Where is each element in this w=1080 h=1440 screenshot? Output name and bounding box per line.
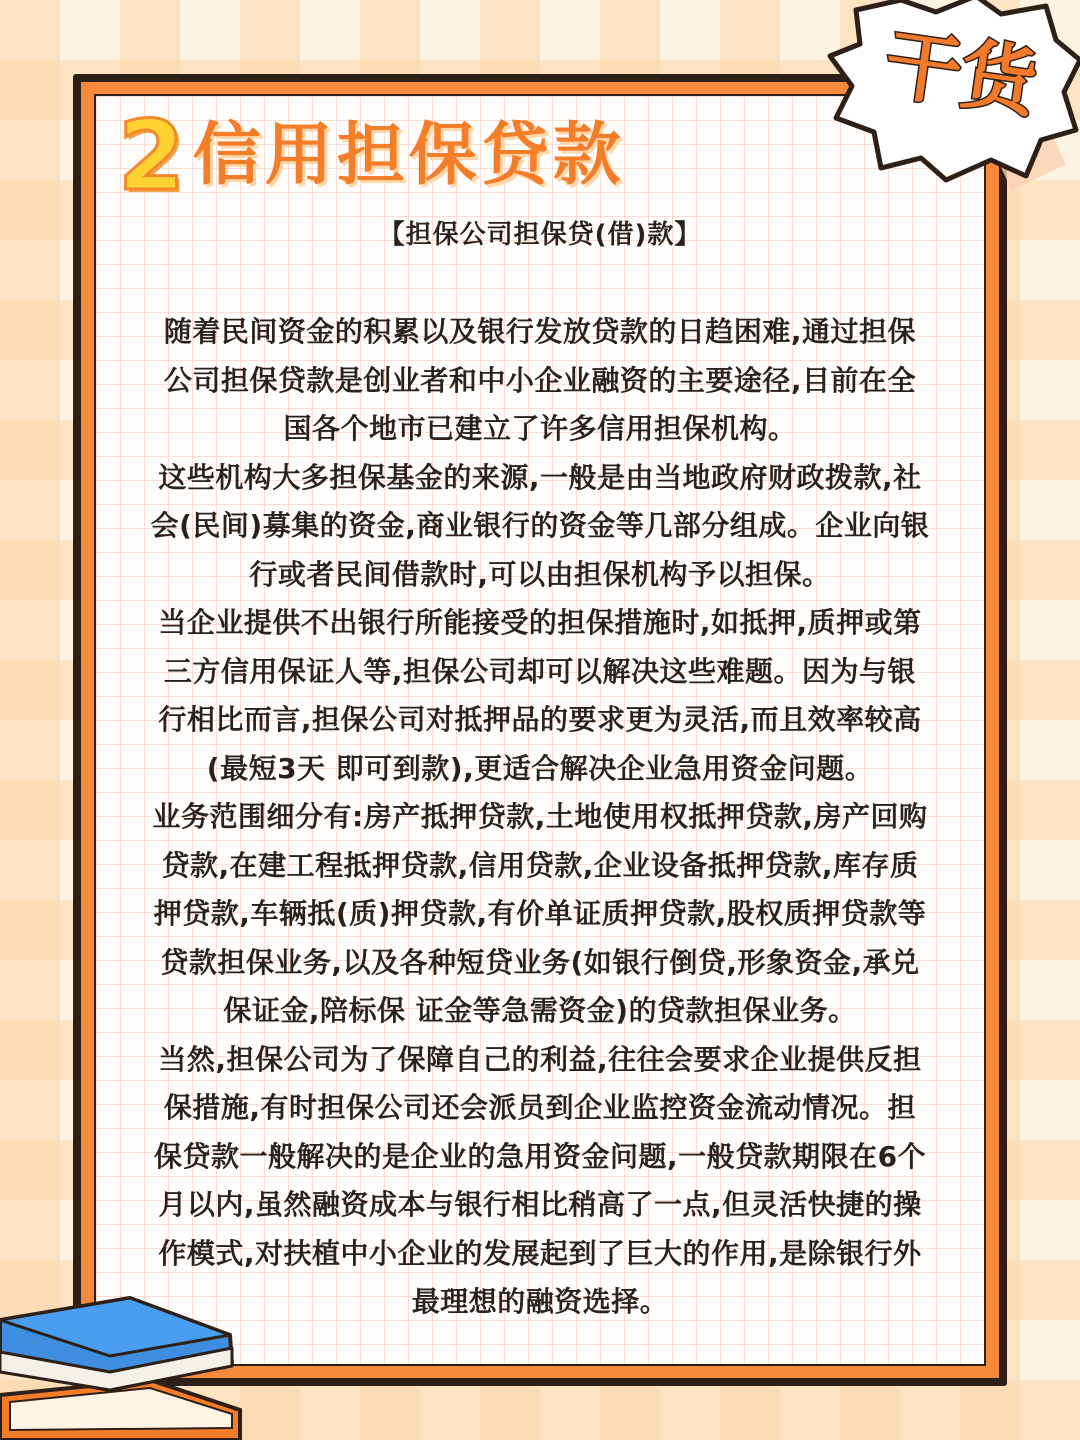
subtitle: 【担保公司担保贷(借)款】: [378, 220, 702, 250]
top-book: [0, 1298, 232, 1390]
heading-title: 信用担保贷款: [192, 116, 625, 195]
paragraph-1: 随着民间资金的积累以及银行发放贷款的日趋困难,通过担保公司担保贷款是创业者和中小企业融资的主要途径,目前在全国各个地市已建立了许多信用担保机构。: [163, 315, 917, 445]
article-body: [150, 308, 930, 1327]
badge-label: 干货: [879, 18, 1043, 129]
paragraph-2: 这些机构大多担保基金的来源,一般是由当地政府财政拨款,社会(民间)募集的资金,商业银行的资金等几部分组成。企业向银行或者民间借款时,可以由担保机构予以担保。: [150, 460, 930, 591]
paragraph-4: 业务范围细分有:房产抵押贷款,土地使用权抵押贷款,房产回购贷款,在建工程抵押贷款,信用贷款,企业设备抵押贷款,库存质押贷款,车辆抵(质)押贷款,有价单证质押贷款,股权质押贷款等贷款担保业务,以及各种短贷业务(如银行倒贷,形象资金,承兑保证金,陪标保 证金等急需资金)的贷款担保业务。: [152, 800, 928, 1027]
heading-number: 2: [118, 100, 185, 212]
paragraph-5: 当然,担保公司为了保障自己的利益,往往会要求企业提供反担保措施,有时担保公司还会派员到企业监控资金流动情况。担保贷款一般解决的是企业的急用资金问题,一般贷款期限在6个月以内,虽然融资成本与银行相比稍高了一点,但灵活快捷的操作模式,对扶植中小企业的发展起到了巨大的作用,是除银行外最理想的融资选择。: [153, 1042, 927, 1318]
starburst-badge-icon: [826, 0, 1080, 190]
page-heading: [118, 100, 625, 212]
books-illustration-icon: [0, 1290, 260, 1440]
paragraph-3: 当企业提供不出银行所能接受的担保措施时,如抵押,质押或第三方信用保证人等,担保公司却可以解决这些难题。因为与银行相比而言,担保公司对抵押品的要求更为灵活,而且效率较高(最短3天 即可到款),更适合解决企业急用资金问题。: [158, 606, 922, 785]
